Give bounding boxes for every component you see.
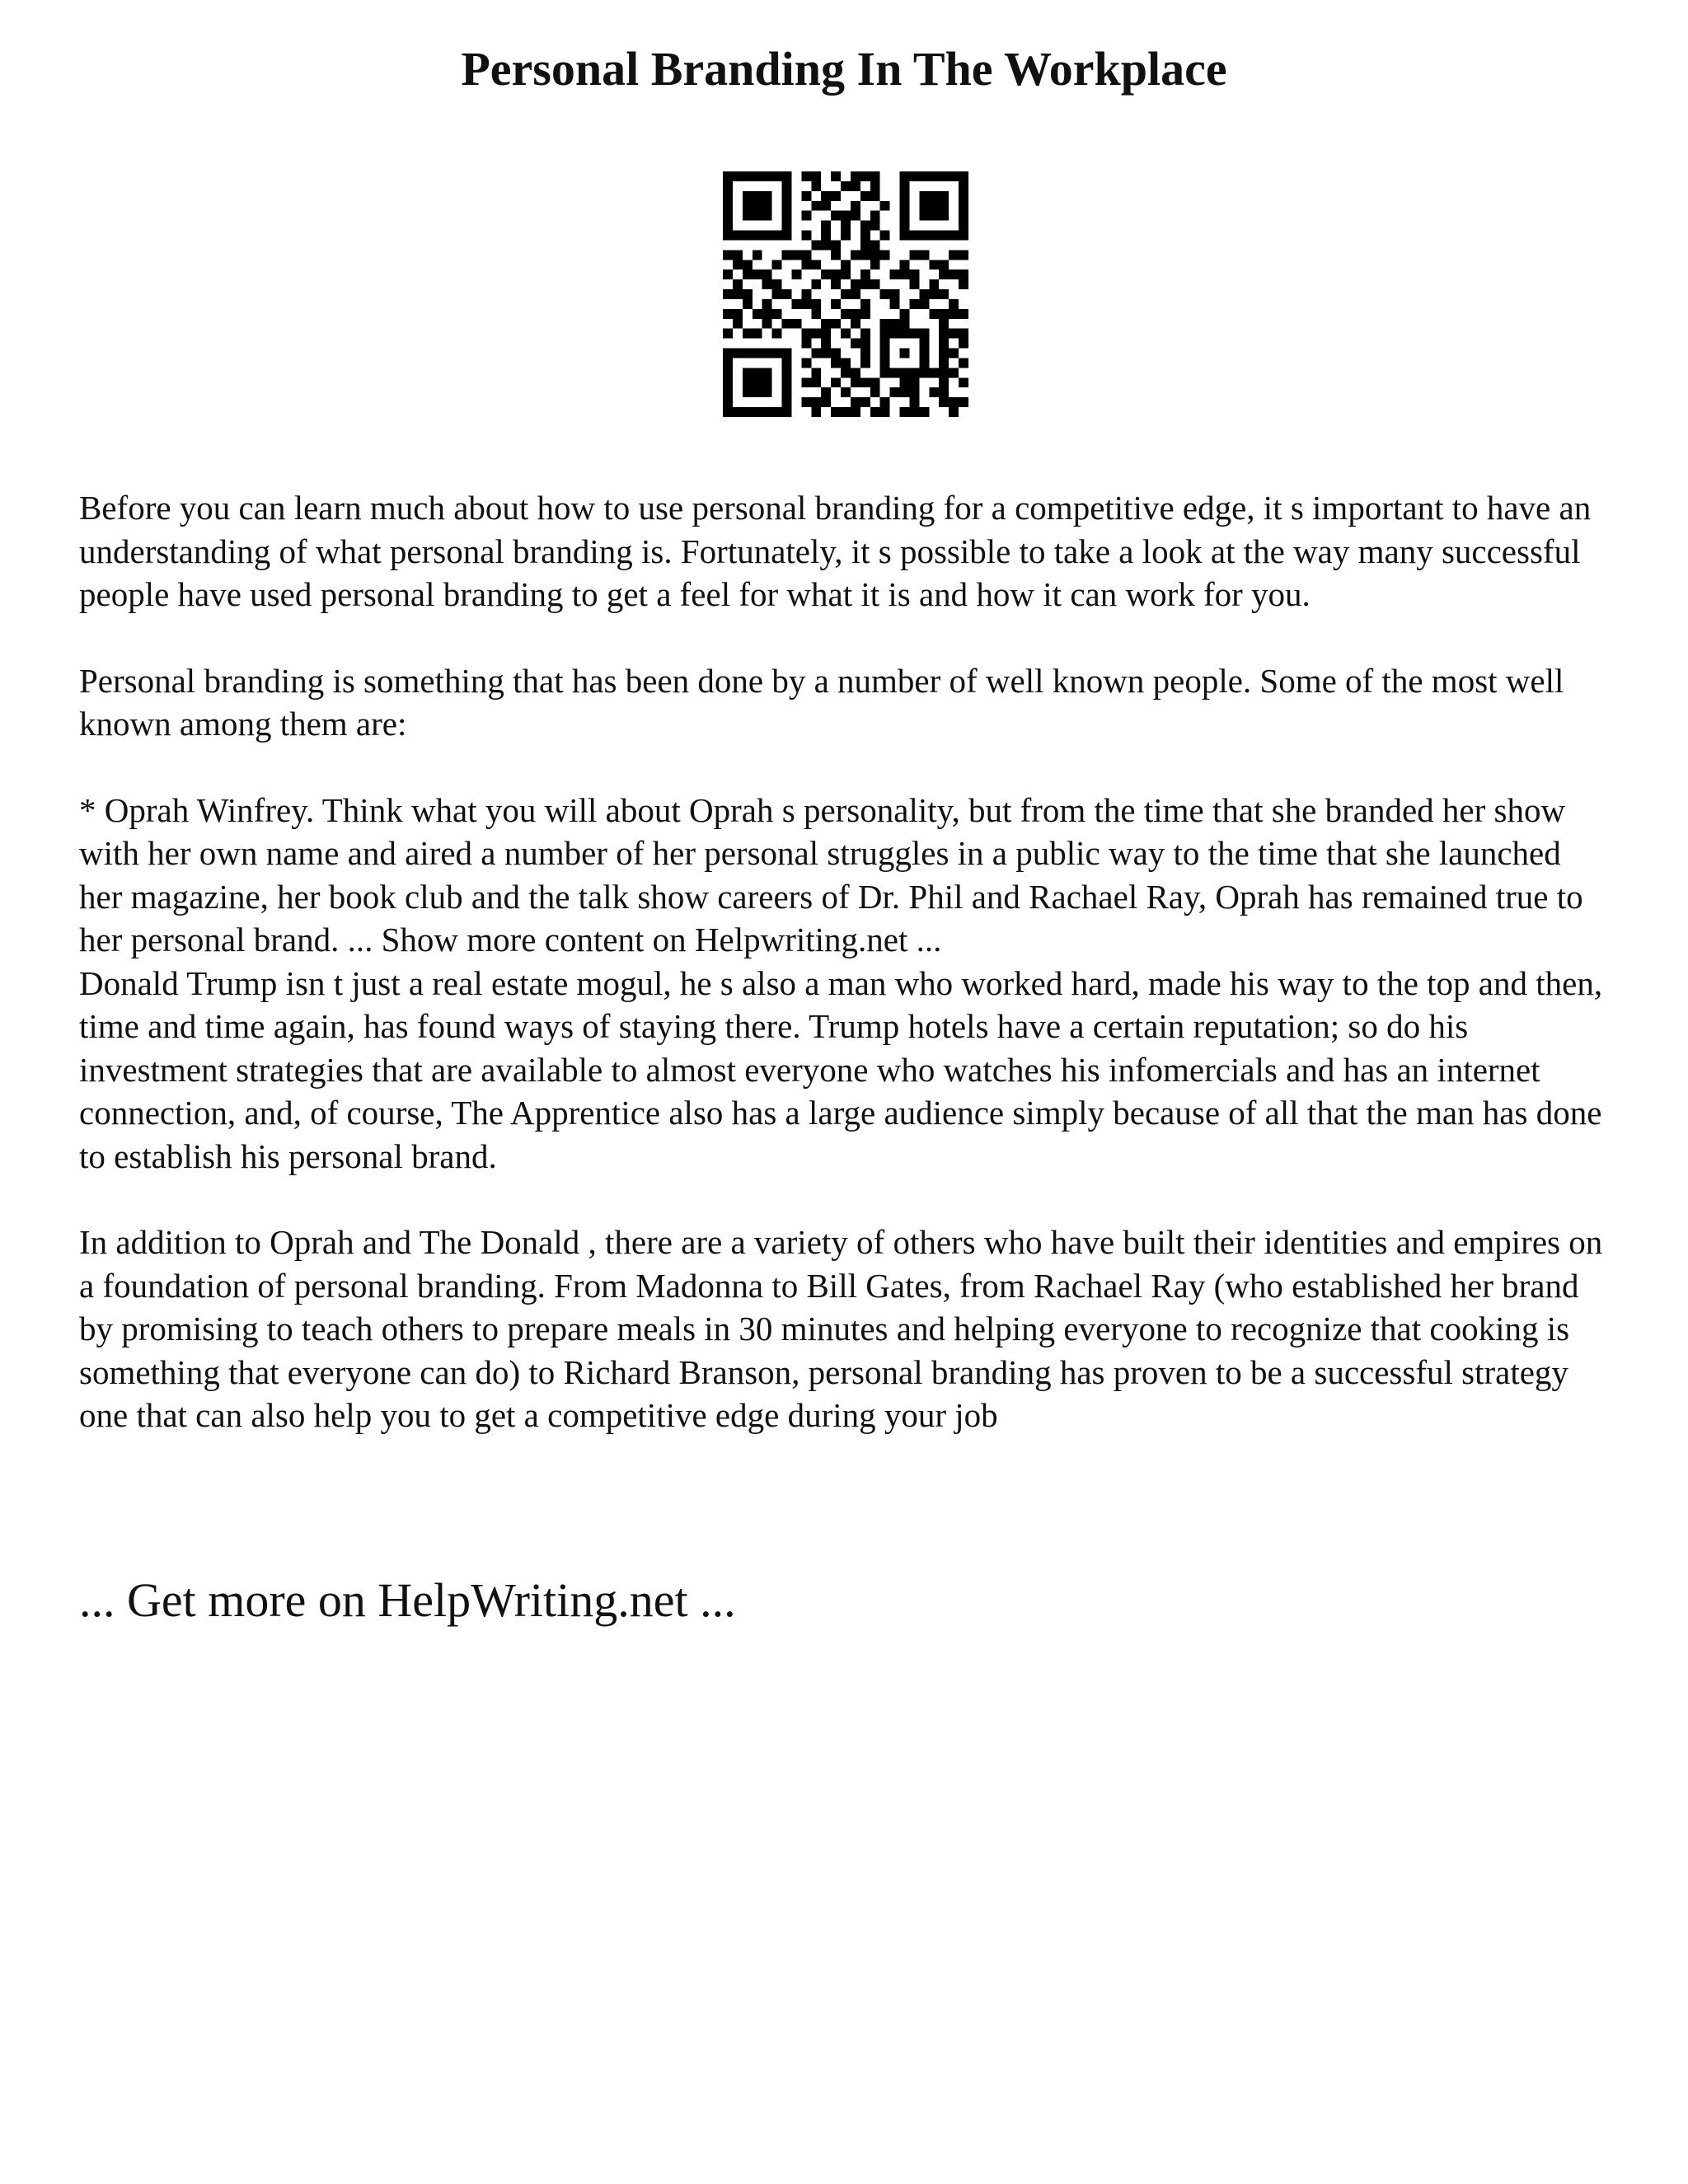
qr-code-icon[interactable] <box>723 171 968 417</box>
paragraph-oprah: * Oprah Winfrey. Think what you will about Oprah s personality, but from the time that she branded her show with her own name and aired a number of her personal struggles in a public way to the time that she launched her magazine, her book club and the talk show careers of Dr. Phil and Rachael Ray, Oprah has remained true to her personal brand. ... Show more content on Helpwriting.net ... <box>79 790 1583 958</box>
get-more-link[interactable]: ... Get more on HelpWriting.net ... <box>79 1573 736 1627</box>
paragraph-trump: Donald Trump isn t just a real estate mogul, he s also a man who worked hard, made his way to the top and then, time and time again, has found ways of staying there. Trump hotels have a certain reputation; so do his investment strategies that are available to almost everyone who watches his infomercials and has an internet connection, and, of course, The Apprentice also has a large audience simply because of all that the man has done to establish his personal brand. <box>79 963 1603 1175</box>
paragraph-well-known-people: Personal branding is something that has been done by a number of well known people. Some of the most well known among them are: <box>79 661 1564 743</box>
paragraph-others: In addition to Oprah and The Donald , there are a variety of others who have built their identities and empires on a foundation of personal branding. From Madonna to Bill Gates, from Rachael Ray (who established her brand by promising to teach others to prepare meals in 30 minutes and helping everyone to recognize that cooking is something that everyone can do) to Richard Branson, personal branding has proven to be a successful strategy one that can also help you to get a competitive edge during your job <box>79 1223 1603 1434</box>
article-body <box>79 486 1612 1480</box>
page-title: Personal Branding In The Workplace <box>461 42 1227 96</box>
paragraph-intro: Before you can learn much about how to use personal branding for a competitive edge, it s important to have an understanding of what personal branding is. Fortunately, it s possible to take a look at the way many successful people have used personal branding to get a feel for what it is and how it can work for you. <box>79 489 1592 613</box>
